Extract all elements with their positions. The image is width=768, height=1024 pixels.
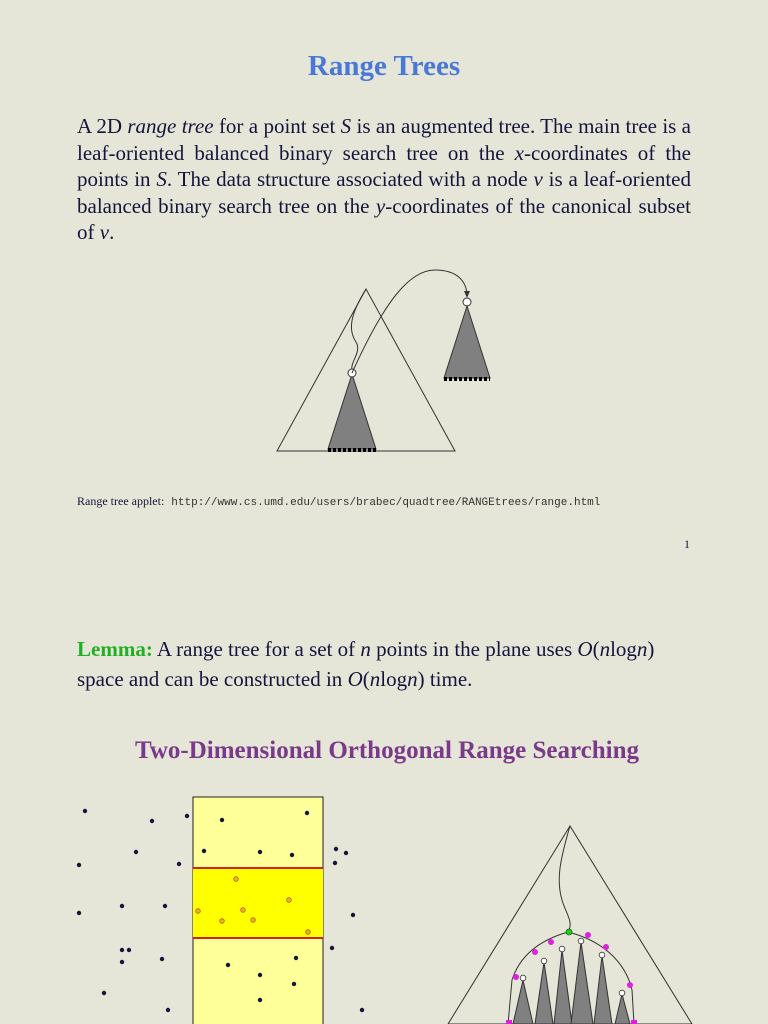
reported-point [234, 877, 239, 882]
range-tree-diagram [277, 270, 490, 451]
data-point [102, 991, 106, 995]
data-point [333, 861, 337, 865]
reported-point [220, 919, 225, 924]
data-point [120, 960, 124, 964]
data-point [344, 851, 348, 855]
data-point [120, 948, 124, 952]
lemma-label: Lemma: [77, 637, 153, 661]
data-point [83, 809, 87, 813]
data-point [127, 948, 131, 952]
subtree-triangle [328, 374, 376, 449]
applet-label: Range tree applet: [77, 494, 165, 508]
boundary-leaf [506, 1020, 512, 1024]
data-point [150, 819, 154, 823]
boundary-leaf [631, 1020, 637, 1024]
path-node [627, 982, 633, 988]
path-node [532, 949, 538, 955]
data-point [292, 982, 296, 986]
canonical-subtree-5 [594, 956, 612, 1024]
definition-paragraph: A 2D range tree for a point set S is an augmented tree. The main tree is a leaf-oriented balanced binary search tree on the x-coordinates of the points in S. The data structure associated with a node v is a leaf-oriented balanced binary search tree on the y-coordinates of the canonical subset of v. [77, 114, 691, 244]
data-point [77, 911, 81, 915]
data-point [330, 946, 334, 950]
query-tree-figure [448, 826, 692, 1024]
canonical-subtree-3 [554, 950, 572, 1024]
arrowhead [464, 291, 470, 298]
lemma-paragraph: Lemma: A range tree for a set of n points in the plane uses O(nlogn) space and can be constructed in O(nlogn) time. [77, 637, 655, 691]
canonical-node [520, 975, 526, 981]
data-point [202, 849, 206, 853]
canonical-node [541, 958, 547, 964]
canonical-node [578, 938, 584, 944]
path-node [585, 932, 591, 938]
data-point [258, 850, 262, 854]
associated-structure-pointer [352, 270, 467, 373]
data-point [177, 862, 181, 866]
data-point [351, 913, 355, 917]
data-point [258, 998, 262, 1002]
reported-point [287, 898, 292, 903]
data-point [163, 904, 167, 908]
point-set-figure [77, 797, 364, 1024]
reported-point [241, 908, 246, 913]
data-point [294, 956, 298, 960]
canonical-subtree-2 [535, 962, 553, 1024]
page-title: Range Trees [307, 50, 461, 82]
data-point [220, 818, 224, 822]
data-point [77, 863, 81, 867]
reported-point [306, 930, 311, 935]
data-point [166, 1008, 170, 1012]
data-point [134, 850, 138, 854]
query-range-band [193, 868, 323, 938]
data-point [226, 963, 230, 967]
path-node [513, 974, 519, 980]
data-point [360, 1008, 364, 1012]
canonical-node [619, 990, 625, 996]
associated-y-tree [444, 306, 490, 378]
canonical-subtree-4 [571, 942, 593, 1024]
data-point [258, 973, 262, 977]
canonical-node [559, 946, 565, 952]
data-point [160, 957, 164, 961]
path-node [548, 939, 554, 945]
query-search-path [559, 826, 570, 932]
reported-point [251, 918, 256, 923]
data-point [305, 811, 309, 815]
data-point [120, 904, 124, 908]
split-node [566, 929, 572, 935]
canonical-subtree-6 [615, 994, 630, 1024]
section-title: Two-Dimensional Orthogonal Range Searching [135, 737, 639, 764]
applet-reference [77, 494, 600, 509]
applet-link[interactable]: http://www.cs.umd.edu/users/brabec/quadtree/RANGEtrees/range.html [171, 497, 601, 509]
data-point [290, 853, 294, 857]
canonical-node [599, 952, 605, 958]
data-point [334, 847, 338, 851]
canonical-subtree-1 [513, 980, 533, 1024]
page-number: 1 [684, 537, 690, 551]
data-point [185, 814, 189, 818]
path-node [603, 944, 609, 950]
reported-point [196, 909, 201, 914]
